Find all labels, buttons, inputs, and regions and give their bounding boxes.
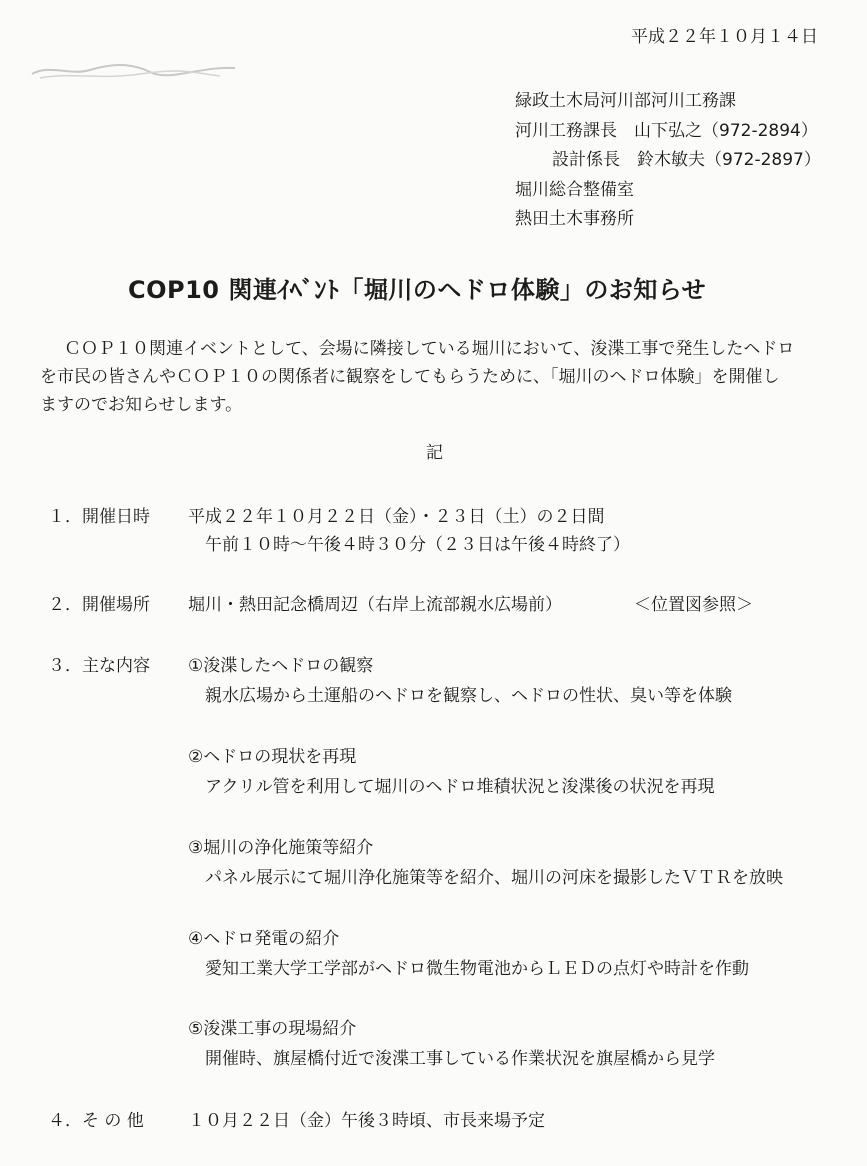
intro-line-3: ますのでお知らせします。 [40, 395, 243, 415]
content-item-5-desc: 開催時、旗屋橋付近で浚渫工事している作業状況を旗屋橋から見学 [205, 1049, 715, 1069]
content-item-3-title: ③堀川の浄化施策等紹介 [188, 838, 374, 858]
org-line-office: 堀川総合整備室 [515, 180, 634, 200]
handwritten-scribble [30, 54, 240, 84]
section-1-dates: 平成２２年１０月２２日（金）・２３日（土）の２日間 [188, 507, 605, 527]
section-1-number: １． [48, 507, 82, 527]
intro-line-1: ＣＯＰ１０関連イベントとして、会場に隣接している堀川において、浚渫工事で発生したヘドロ [64, 339, 795, 359]
content-item-4-title: ④ヘドロ発電の紹介 [188, 929, 340, 949]
page-title: COP10 関連ｲﾍﾞﾝﾄ「堀川のヘドロ体験」のお知らせ [128, 276, 707, 304]
section-2-number: ２． [48, 595, 82, 615]
intro-line-2: を市民の皆さんやＣＯＰ１０の関係者に観察をしてもらうために、「堀川のヘドロ体験」を開催し [40, 367, 780, 387]
content-item-1-desc: 親水広場から土運船のヘドロを観察し、ヘドロの性状、臭い等を体験 [205, 686, 732, 706]
content-item-5-title: ⑤浚渫工事の現場紹介 [188, 1019, 357, 1039]
org-line-dept: 緑政土木局河川部河川工務課 [515, 91, 736, 111]
ki-heading: 記 [426, 443, 443, 463]
section-4-number: ４． [48, 1111, 82, 1131]
section-4-text: １０月２２日（金）午後３時頃、市長来場予定 [188, 1111, 545, 1131]
section-1-label: 開催日時 [82, 507, 150, 527]
section-2-map-reference: ＜位置図参照＞ [634, 595, 753, 615]
content-item-3-desc: パネル展示にて堀川浄化施策等を紹介、堀川の河床を撮影したＶＴＲを放映 [205, 868, 783, 888]
section-3-label: 主な内容 [82, 656, 150, 676]
content-item-1-title: ①浚渫したヘドロの観察 [188, 656, 374, 676]
section-2-place: 堀川・熱田記念橋周辺（右岸上流部親水広場前） [188, 595, 562, 615]
org-line-manager: 河川工務課長 山下弘之（972-2894） [515, 121, 818, 141]
section-4-label: そ の 他 [82, 1111, 144, 1131]
org-line-atsuta: 熱田土木事務所 [515, 209, 634, 229]
section-3-number: ３． [48, 656, 82, 676]
content-item-4-desc: 愛知工業大学工学部がヘドロ微生物電池からＬＥＤの点灯や時計を作動 [205, 959, 749, 979]
org-line-chief: 設計係長 鈴木敏夫（972-2897） [552, 150, 821, 170]
document-date: 平成２２年１０月１４日 [631, 27, 818, 47]
section-2-label: 開催場所 [82, 595, 150, 615]
content-item-2-title: ②ヘドロの現状を再現 [188, 747, 357, 767]
content-item-2-desc: アクリル管を利用して堀川のヘドロ堆積状況と浚渫後の状況を再現 [205, 777, 715, 797]
section-1-times: 午前１０時～午後４時３０分（２３日は午後４時終了） [205, 535, 630, 555]
